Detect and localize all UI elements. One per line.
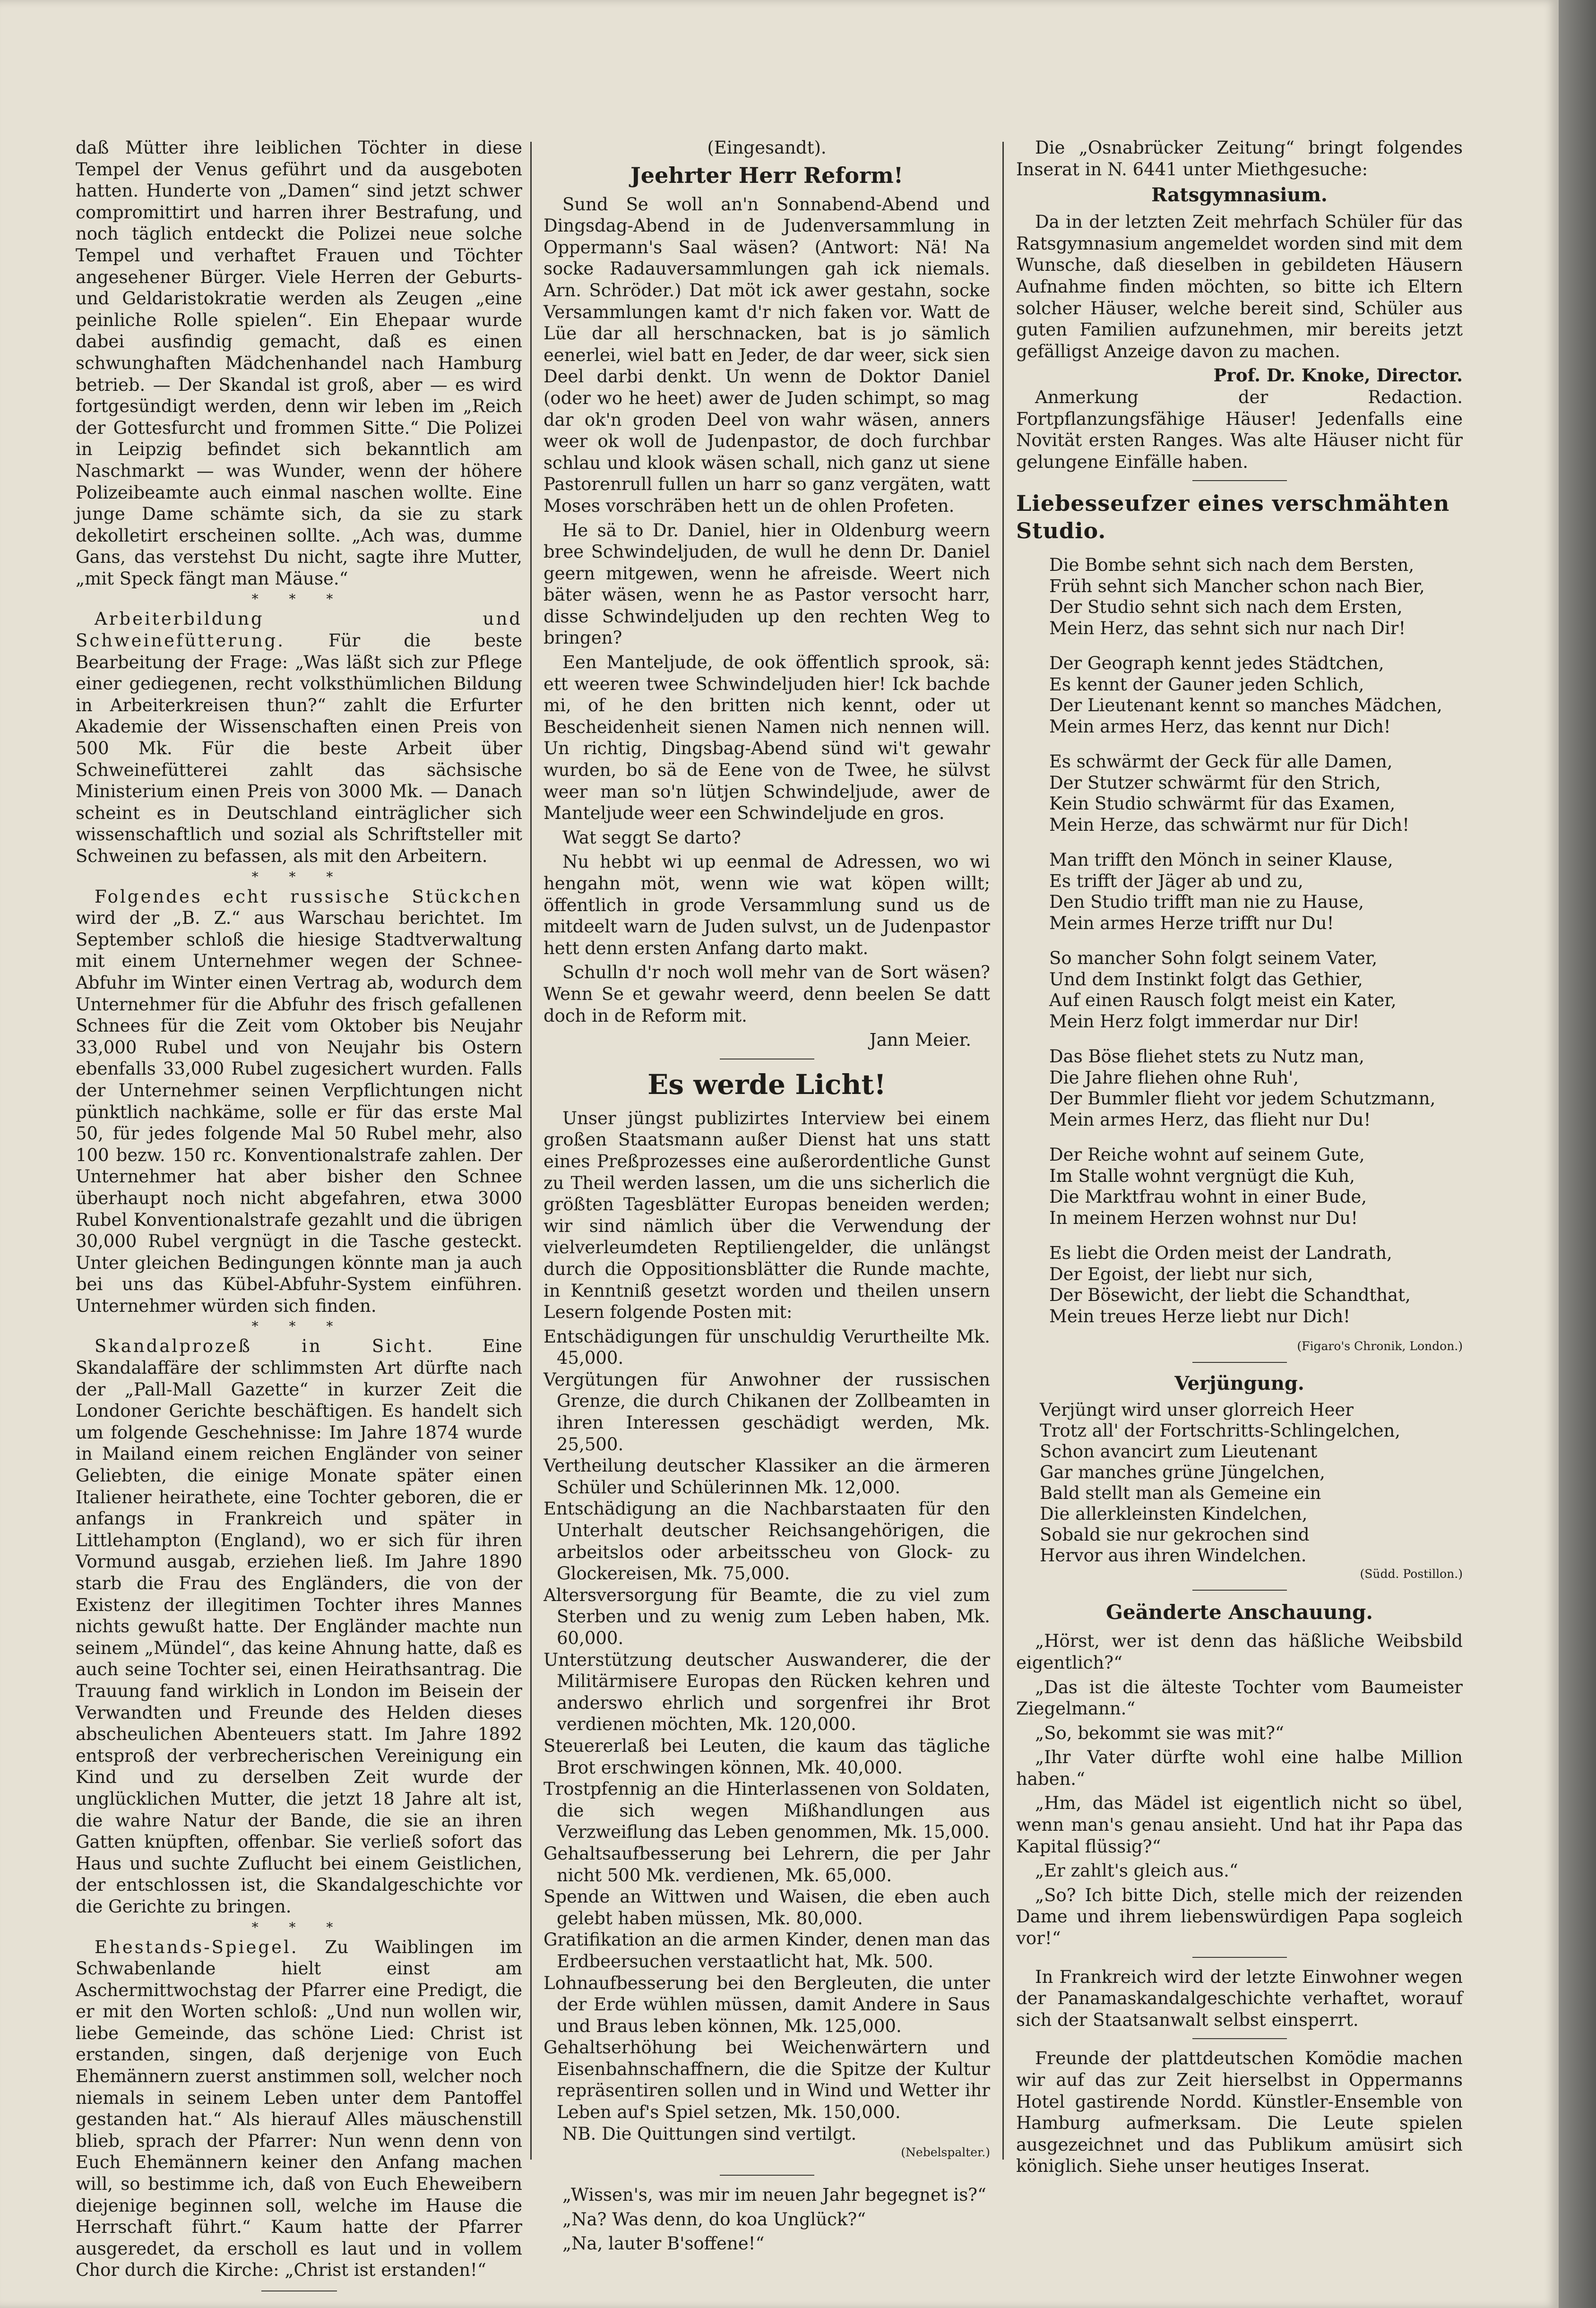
poem-line: Und dem Instinkt folgt das Gethier, bbox=[1049, 969, 1363, 990]
separator-stars: * * * bbox=[251, 1919, 346, 1935]
inserat-heading: Ratsgymnasium. bbox=[1151, 184, 1328, 207]
separator-stars: * * * bbox=[251, 869, 346, 885]
budget-entry: Spende an Wittwen und Waisen, die eben auch gelebt haben müssen, Mk. 80,000. bbox=[544, 1886, 990, 1929]
dialog-line: „Ihr Vater dürfte wohl eine halbe Million haben.“ bbox=[1016, 1747, 1463, 1789]
poem-line: Der Lieutenant kennt so manches Mädchen, bbox=[1049, 695, 1442, 716]
article-russisch bbox=[76, 886, 522, 1317]
article-heading: Arbeiterbildung und Schweinefütterung. bbox=[76, 609, 522, 651]
poem-line: Der Egoist, der liebt nur sich, bbox=[1049, 1264, 1313, 1284]
budget-entry: Gehaltserhöhung bei Weichenwärtern und Eisenbahnschaffnern, die die Spitze der Kultur repräsentiren sollen und in Wind und Wetter ihr Leben auf's Spiel setzen, Mk. 150,000. bbox=[544, 2037, 990, 2123]
poem-line: Bald stellt man als Gemeine ein bbox=[1040, 1483, 1321, 1504]
joke-line: „Na? Was denn, do koa Unglück?“ bbox=[562, 2209, 866, 2230]
poem-line: Mein armes Herz, das flieht nur Du! bbox=[1049, 1109, 1371, 1130]
dialog bbox=[1016, 1630, 1463, 1949]
poem-stanza bbox=[1049, 948, 1463, 1032]
poem-line: Früh sehnt sich Mancher schon nach Bier, bbox=[1049, 576, 1425, 596]
poem-stanza bbox=[1049, 1046, 1463, 1130]
poem-line: Der Geograph kennt jedes Städtchen, bbox=[1049, 653, 1384, 674]
separator-stars: * * * bbox=[251, 1318, 346, 1335]
article-continuation: daß Mütter ihre leiblichen Töchter in diese Tempel der Venus geführt und da ausgeboten hatten. Hunderte von „Damen“ sind jetzt schwer compromittirt und harren ihrer Bestrafung, und noch täglich entdeckt die Polizei neue solche Tempel und verhaftet Frauen und Töchter angesehener Bürger. Viele Herren der Geburts- und Geldaristokratie werden als Zeugen „eine peinliche Rolle spielen“. Ein Ehepaar wurde dabei ausfindig gemacht, daß es einen schwunghaften Mädchenhandel nach Hamburg betrieb. — Der Skandal ist groß, aber — es wird fortgesündigt werden, denn wir leben im „Reich der Gottesfurcht und frommen Sitte.“ Die Polizei in Leipzig befindet sich bekanntlich am Naschmarkt — was Wunder, wenn der höhere Polizeibeamte auch einmal naschen wollte. Eine junge Dame schämte sich, da sie zu stark dekolletirt erscheinen sollte. „Ach was, dumme Gans, das verstehst Du nicht, sagte ihre Mutter, „mit Speck fängt man Mäuse.“ bbox=[76, 138, 522, 589]
budget-entry: Entschädigungen für unschuldig Verurtheilte Mk. 45,000. bbox=[544, 1326, 990, 1369]
poem-liebesseufzer bbox=[1016, 555, 1463, 1327]
poem-line: Sobald sie nur gekrochen sind bbox=[1040, 1524, 1310, 1545]
poem-stanza bbox=[1049, 653, 1463, 737]
poem-line: Es liebt die Orden meist der Landrath, bbox=[1049, 1243, 1392, 1264]
poem-stanza bbox=[1049, 1243, 1463, 1327]
article-title-licht: Es werde Licht! bbox=[647, 1068, 886, 1101]
poem-line: Man trifft den Mönch in seiner Klause, bbox=[1049, 850, 1393, 870]
poem-line: Es kennt der Gauner jeden Schlich, bbox=[1049, 674, 1364, 695]
dialog-line: „Das ist die älteste Tochter vom Baumeister Ziegelmann.“ bbox=[1016, 1677, 1463, 1719]
paragraph: Een Manteljude, de ook öffentlich sprook, sä: ett weeren twee Schwindeljuden hier! Ick bachde mi, of he den britten nich kennt, oder ut Bescheidenheit sienen Namen nich nennen will. Un richtig, Dingsbag-Abend sünd wi't gewahr wurden, bo sä de Eene von de Twee, he sülvst weer man so'n lütjen Schwindeljude, awer de Manteljude weer een Schwindeljude en gros. bbox=[544, 652, 990, 824]
poem-line: Mein armes Herz, das kennt nur Dich! bbox=[1049, 716, 1391, 737]
poem-line: In meinem Herzen wohnst nur Du! bbox=[1049, 1207, 1358, 1228]
section-rule bbox=[1192, 1590, 1287, 1591]
eingesandt-label: (Eingesandt). bbox=[707, 138, 827, 158]
article-heading: Skandalprozeß in Sicht. bbox=[95, 1336, 435, 1357]
joke-line: „Wissen's, was mir im neuen Jahr begegnet is?“ bbox=[562, 2185, 986, 2205]
inserat-signature: Prof. Dr. Knoke, Director. bbox=[1213, 365, 1463, 386]
poem-line: Mein Herz, das sehnt sich nur nach Dir! bbox=[1049, 618, 1406, 638]
paragraph: Nu hebbt wi up eenmal de Adressen, wo wi hengahn möt, wenn wie wat köpen willt; öffentlich in grode Versammlung sund us de mitdeelt warn de Juden sulvst, un de Judenpastor hett denn ersten Anfang darto makt. bbox=[544, 852, 990, 958]
budget-entry: Lohnaufbesserung bei den Bergleuten, die unter der Erde wühlen müssen, damit Andere in Saus und Braus leben können, Mk. 125,000. bbox=[544, 1972, 990, 2036]
paragraph: Schulln d'r noch woll mehr van de Sort wäsen? Wenn Se et gewahr weerd, denn beelen Se datt doch in de Reform mit. bbox=[544, 962, 990, 1026]
section-rule bbox=[720, 2175, 814, 2176]
budget-entry: Gratifikation an die armen Kinder, denen man das Erdbeersuchen verstaatlicht hat, Mk. 500. bbox=[544, 1929, 990, 1972]
column-middle bbox=[544, 137, 990, 2257]
budget-entry: Unterstützung deutscher Auswanderer, die der Militärmisere Europas den Rücken kehren und anderswo ehrlich und sorgenfrei ihr Brot verdienen möchten, Mk. 120,000. bbox=[544, 1649, 990, 1735]
source-credit: (Südd. Postillon.) bbox=[1360, 1567, 1463, 1581]
source-credit: (Nebelspalter.) bbox=[901, 2145, 990, 2160]
article-heading: Ehestands-Spiegel. bbox=[95, 1937, 299, 1957]
budget-entry: Altersversorgung für Beamte, die zu viel zum Sterben und zu wenig zum Leben haben, Mk. 60,000. bbox=[544, 1585, 990, 1648]
poem-stanza bbox=[1049, 555, 1463, 639]
poem-line: Die Marktfrau wohnt in einer Bude, bbox=[1049, 1187, 1367, 1207]
article-ehestands-spiegel bbox=[76, 1937, 522, 2282]
section-rule bbox=[1192, 1957, 1287, 1958]
dialog-line: „So? Ich bitte Dich, stelle mich der reizenden Dame und ihrem liebenswürdigen Papa sogleich vor!“ bbox=[1016, 1885, 1463, 1949]
paragraph: Die „Osnabrücker Zeitung“ bringt folgendes Inserat in N. 6441 unter Miethgesuche: bbox=[1016, 138, 1463, 180]
poem-line: Hervor aus ihren Windelchen. bbox=[1040, 1545, 1307, 1566]
section-rule bbox=[1192, 480, 1287, 481]
section-rule bbox=[1192, 2038, 1287, 2039]
poem-stanza bbox=[1049, 850, 1463, 934]
poem-line: Verjüngt wird unser glorreich Heer bbox=[1040, 1400, 1354, 1421]
poem-line: Schon avancirt zum Lieutenant bbox=[1040, 1441, 1318, 1462]
poem-line: Gar manches grüne Jüngelchen, bbox=[1040, 1462, 1325, 1483]
paragraph: Wat seggt Se darto? bbox=[562, 827, 741, 848]
source-credit: (Figaro's Chronik, London.) bbox=[1297, 1339, 1463, 1353]
poem-line: Der Reiche wohnt auf seinem Gute, bbox=[1049, 1145, 1365, 1165]
dialog-line: „Hm, das Mädel ist eigentlich nicht so übel, wenn man's genau ansieht. Und hat ihr Papa das Kapital flüssig?“ bbox=[1016, 1793, 1463, 1857]
poem-line: Die Bombe sehnt sich nach dem Bersten, bbox=[1049, 555, 1415, 576]
dialog-line: „Hörst, wer ist denn das häßliche Weibsbild eigentlich?“ bbox=[1016, 1631, 1463, 1673]
poem-line: Der Stutzer schwärmt für den Strich, bbox=[1049, 772, 1381, 793]
poem-stanza bbox=[1049, 751, 1463, 835]
poem-line: Die Jahre fliehen ohne Ruh', bbox=[1049, 1067, 1299, 1088]
inserat-body: Da in der letzten Zeit mehrfach Schüler für das Ratsgymnasium angemeldet worden sind mit dem Wunsche, daß dieselben in gebildeten Häusern Aufnahme finden möchten, so bitte ich Eltern solcher Häuser, welche bereit sind, Schüler aus guten Familien aufzunehmen, mir bereits jetzt gefälligst Anzeige davon zu machen. bbox=[1016, 212, 1463, 362]
separator-stars: * * * bbox=[251, 591, 346, 607]
article-skandalprozess bbox=[76, 1335, 522, 1917]
column-left bbox=[76, 137, 522, 2302]
column-rule-1 bbox=[530, 142, 532, 2160]
section-rule bbox=[1192, 1362, 1287, 1363]
poem-title-liebesseufzer: Liebesseufzer eines verschmähten Studio. bbox=[1016, 491, 1450, 544]
budget-entry: Trostpfennig an die Hinterlassenen von Soldaten, die sich wegen Mißhandlungen aus Verzweiflung das Leben genommen, Mk. 15,000. bbox=[544, 1779, 990, 1843]
poem-line: So mancher Sohn folgt seinem Vater, bbox=[1049, 948, 1378, 969]
article-body: wird der „B. Z.“ aus Warschau berichtet. Im September schloß die hiesige Stadtverwaltung mit einem Unternehmer wegen der Schnee-Abfuhr im Winter einen Vertrag ab, wodurch dem Unternehmer für die Abfuhr des frisch gefallenen Schnees für die Zeit vom Oktober bis Neujahr 33,000 Rubel und von Neujahr bis Ostern ebenfalls 33,000 Rubel zugesichert wurden. Falls der Unternehmer seinen Verpflichtungen nicht pünktlich nachkäme, solle er für das erste Mal 50, für jedes folgende Mal 50 Rubel mehr, also 100 bezw. 150 rc. Konventionalstrafe zahlen. Der Unternehmer hat aber bisher den Schnee überhaupt noch nicht abgefahren, etwa 3000 Rubel Konventionalstrafe gezahlt und die übrigen 30,000 Rubel vergnügt in die Tasche gesteckt. Unter gleichen Bedingungen könnte man ja auch bei uns das Kübel-Abfuhr-System einführen. Unternehmer würden sich finden. bbox=[76, 908, 522, 1316]
article-arbeiterbildung bbox=[76, 608, 522, 867]
paragraph: Unser jüngst publizirtes Interview bei einem großen Staatsmann außer Dienst hat uns statt eines Preßprozesses eine außerordentliche Gunst zu Theil werden lassen, um die uns sicherlich die größten Tagesblätter Europas beneiden werden; wir sind nämlich über die Verwendung der vielverleumdeten Reptiliengelder, die unlängst durch die Oppositionsblätter die Runde machte, in Kenntniß gesetzt worden und theilen unsern Lesern folgende Posten mit: bbox=[544, 1108, 990, 1323]
signature: Jann Meier. bbox=[869, 1030, 971, 1051]
poem-line: Mein armes Herze trifft nur Du! bbox=[1049, 913, 1334, 933]
poem-line: Im Stalle wohnt vergnügt die Kuh, bbox=[1049, 1165, 1355, 1186]
joke-line: „Na, lauter B'soffene!“ bbox=[562, 2233, 765, 2254]
dialog-line: „Er zahlt's gleich aus.“ bbox=[1035, 1860, 1238, 1881]
poem-line: Der Bummler flieht vor jedem Schutzmann, bbox=[1049, 1088, 1436, 1109]
poem-verjuengung bbox=[1040, 1400, 1463, 1566]
paragraph: Sund Se woll an'n Sonnabend-Abend und Dingsdag-Abend in de Judenversammlung in Oppermann's Saal wäsen? (Antwort: Nä! Na socke Radauversammlungen gah ick niemals. Arn. Schröder.) Dat möt ick awer gestahn, socke Versammlungen kamt d'r nich faken vor. Watt de Lüe dar all herschnacken, bat is jo sämlich eenerlei, wiel batt en Jeder, de dar weer, sick sien Deel darbi denkt. Un wenn de Doktor Daniel (oder wo he heet) awer de Juden schimpt, so mag dar ok'n groden Deel von wahr wäsen, anners weer ok woll de Judenpastor, de doch furchbar schlau und klook wäsen schall, nich ganz ut siene Pastorenrull fullen un harr so ganz vergäten, watt Moses vorschräben hett un de ohlen Profeten. bbox=[544, 194, 990, 516]
article-body: Eine Skandalaffäre der schlimmsten Art dürfte nach der „Pall-Mall Gazette“ in kurzer Zeit die Londoner Gerichte beschäftigen. Es handelt sich um folgende Geschehnisse: Im Jahre 1874 wurde in Mailand einem reichen Engländer von seiner Geliebten, die einige Monate später einen Italiener heirathete, eine Tochter geboren, die er anfangs in Frankreich und später in Littlehampton (England), wo er sich für ihren Vormund ausgab, erziehen ließ. Im Jahre 1890 starb die Frau des Engländers, die von der Existenz der illegitimen Tochter ihres Mannes nichts gewußt hatte. Der Engländer machte nun seinem „Mündel“, das keine Ahnung hatte, daß es auch seine Tochter sei, einen Heirathsantrag. Die Trauung fand wirklich in London im Beisein der Verwandten und Freunde des Helden dieses abscheulichen Abenteuers statt. Im Jahre 1892 entsproß der verbrecherischen Vereinigung ein Kind und zu derselben Zeit wurde der unglücklichen Mutter, die jetzt 18 Jahre alt ist, die wahre Natur der Bande, die sie an ihren Gatten knüpften, offenbar. Sie verließ sofort das Haus und suchte Zuflucht bei einem Geistlichen, der entschlossen ist, die Skandalgeschichte vor die Gerichte zu bringen. bbox=[76, 1336, 522, 1917]
budget-list bbox=[544, 1326, 990, 2123]
poem-line: Die allerkleinsten Kindelchen, bbox=[1040, 1504, 1308, 1524]
article-title-reform: Jeehrter Herr Reform! bbox=[630, 162, 904, 188]
poem-line: Trotz all' der Fortschritts-Schlingelchen, bbox=[1040, 1421, 1401, 1441]
poem-line: Mein Herz folgt immerdar nur Dir! bbox=[1049, 1011, 1360, 1032]
poem-line: Es trifft der Jäger ab und zu, bbox=[1049, 870, 1303, 891]
poem-line: Mein treues Herze liebt nur Dich! bbox=[1049, 1306, 1351, 1326]
poem-line: Kein Studio schwärmt für das Examen, bbox=[1049, 793, 1396, 814]
poem-stanza bbox=[1049, 1145, 1463, 1229]
nb-note: NB. Die Quittungen sind vertilgt. bbox=[562, 2123, 857, 2144]
paragraph-closing: Freunde der plattdeutschen Komödie machen wir auf das zur Zeit hierselbst in Oppermanns Hotel gastirende Nordd. Künstler-Ensemble von Hamburg aufmerksam. Die Leute spielen ausgezeichnet und das Publikum amüsirt sich königlich. Siehe unser heutiges Inserat. bbox=[1016, 2048, 1463, 2177]
poem-line: Es schwärmt der Geck für alle Damen, bbox=[1049, 751, 1393, 772]
poem-line: Das Böse fliehet stets zu Nutz man, bbox=[1049, 1046, 1364, 1067]
budget-entry: Vergütungen für Anwohner der russischen Grenze, die durch Chikanen der Zollbeamten in ihren Interessen geschädigt werden, Mk. 25,500. bbox=[544, 1369, 990, 1455]
article-heading: Folgendes echt russische Stückchen bbox=[95, 886, 522, 907]
poem-line: Der Studio sehnt sich nach dem Ersten, bbox=[1049, 597, 1403, 618]
article-title-anschauung: Geänderte Anschauung. bbox=[1106, 1601, 1373, 1624]
article-body: Für die beste Bearbeitung der Frage: „Was läßt sich zur Pflege einer gediegenen, recht volksthümlichen Bildung in Arbeiterkreisen thun?“ zahlt die Erfurter Akademie der Wissenschaften einen Preis von 500 Mk. Für die beste Arbeit über Schweinefütterei zahlt das sächsische Ministerium einen Preis von 3000 Mk. — Danach scheint es in Deutschland einträglicher sich wissenschaftlich und sozial als Schriftsteller mit Schweinen zu befassen, als mit den Arbeitern. bbox=[76, 630, 522, 866]
column-right bbox=[1016, 137, 1463, 2180]
poem-line: Mein Herze, das schwärmt nur für Dich! bbox=[1049, 814, 1410, 835]
budget-entry: Vertheilung deutscher Klassiker an die ärmeren Schüler und Schülerinnen Mk. 12,000. bbox=[544, 1455, 990, 1498]
poem-title-verjuengung: Verjüngung. bbox=[1174, 1372, 1304, 1395]
dialog-line: „So, bekommt sie was mit?“ bbox=[1035, 1722, 1284, 1743]
redaction-note: Anmerkung der Redaction. Fortpflanzungsfähige Häuser! Jedenfalls eine Novität ersten Ranges. Was alte Häuser nicht für gelungene Einfälle haben. bbox=[1016, 387, 1463, 472]
poem-line: Den Studio trifft man nie zu Hause, bbox=[1049, 892, 1364, 913]
budget-entry: Gehaltsaufbesserung bei Lehrern, die per Jahr nicht 500 Mk. verdienen, Mk. 65,000. bbox=[544, 1843, 990, 1886]
budget-entry: Entschädigung an die Nachbarstaaten für den Unterhalt deutscher Reichsangehörigen, die arbeitslos oder arbeitsscheu von Glock- zu Glockereisen, Mk. 75,000. bbox=[544, 1498, 990, 1584]
column-rule-2 bbox=[1002, 142, 1004, 2160]
paragraph: He sä to Dr. Daniel, hier in Oldenburg weern bree Schwindeljuden, de wull he denn Dr. Daniel geern mitgewen, wenn he afreisde. Weert nich bäter wäsen, wenn he as Pastor versocht harr, disse Schwindeljuden up den rechten Weg to bringen? bbox=[544, 520, 990, 648]
budget-entry: Steuererlaß bei Leuten, die kaum das tägliche Brot erschwingen können, Mk. 40,000. bbox=[544, 1735, 990, 1778]
paragraph-frankreich: In Frankreich wird der letzte Einwohner wegen der Panamaskandalgeschichte verhaftet, worauf sich der Staatsanwalt selbst einsperrt. bbox=[1016, 1966, 1463, 2030]
page-edge bbox=[1559, 0, 1596, 2308]
article-body: Zu Waiblingen im Schwabenlande hielt einst am Aschermittwochstag der Pfarrer eine Predigt, die er mit den Worten schloß: „Und nun wollen wir, liebe Gemeinde, das schöne Lied: Christ ist erstanden, singen, daß derjenige von Euch Ehemännern zuerst anstimmen soll, welcher noch niemals in seinem Leben unter dem Pantoffel gestanden hat.“ Als hierauf Alles mäuschenstill blieb, sprach der Pfarrer: Nun wenn denn von Euch Ehemännern keiner den Anfang machen will, so bestimme ich, daß von Euch Eheweibern diejenige beginnen soll, welche im Hause die Herrschaft führt.“ Kaum hatte der Pfarrer ausgeredet, da erscholl es laut und in vollem Chor durch die Kirche: „Christ ist erstanden!“ bbox=[76, 1937, 523, 2281]
poem-line: Der Bösewicht, der liebt die Schandthat, bbox=[1049, 1285, 1411, 1306]
poem-line: Auf einen Rausch folgt meist ein Kater, bbox=[1049, 990, 1397, 1011]
